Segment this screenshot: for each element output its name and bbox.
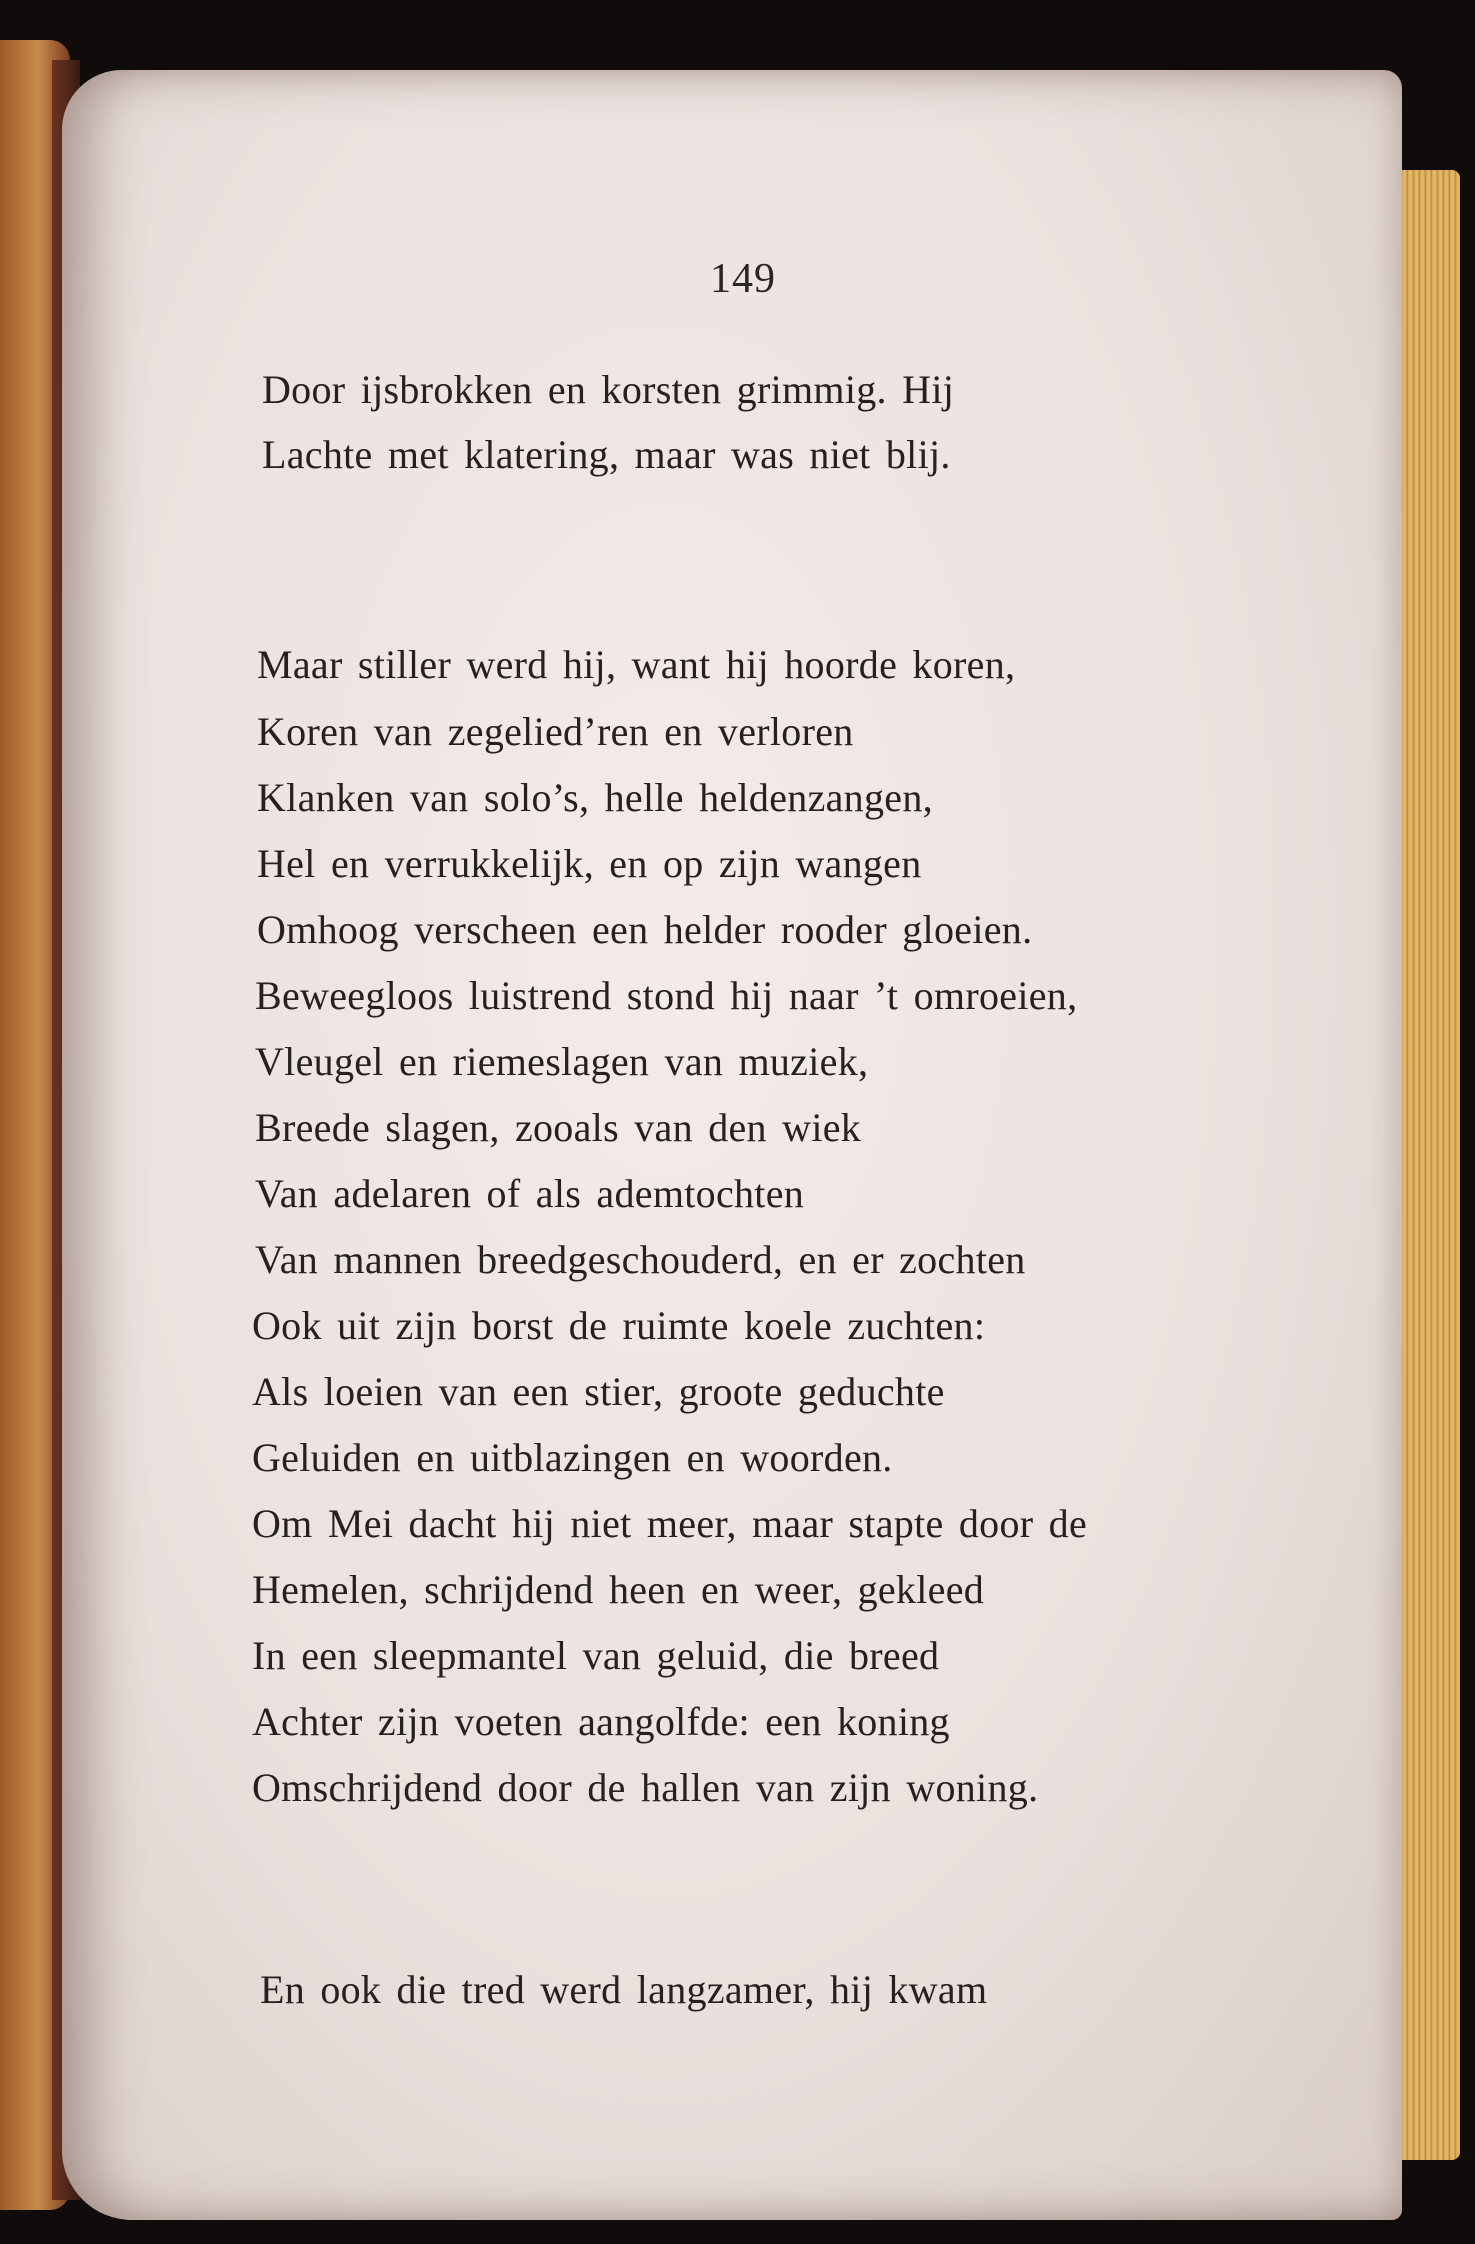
book-page <box>62 70 1402 2220</box>
poem-line: Vleugel en riemeslagen van muziek, <box>255 1039 869 1084</box>
poem-line: Om Mei dacht hij niet meer, maar stapte door de <box>252 1501 1088 1546</box>
poem-line: Omhoog verscheen een helder rooder gloeien. <box>257 907 1033 952</box>
poem-line: Als loeien van een stier, groote geduchte <box>252 1369 945 1414</box>
poem-line: En ook die tred werd langzamer, hij kwam <box>260 1967 988 2012</box>
poem-line: Hel en verrukkelijk, en op zijn wangen <box>257 841 922 886</box>
poem-line: Geluiden en uitblazingen en woorden. <box>252 1435 893 1480</box>
poem-line: Koren van zegelied’ren en verloren <box>257 709 854 754</box>
poem-line: Ook uit zijn borst de ruimte koele zuchten: <box>252 1303 986 1348</box>
poem-line: Van adelaren of als ademtochten <box>255 1171 805 1216</box>
poem-line: Hemelen, schrijdend heen en weer, gekleed <box>252 1567 985 1612</box>
poem-line: Beweegloos luistrend stond hij naar ’t omroeien, <box>255 973 1078 1018</box>
poem-line: In een sleepmantel van geluid, die breed <box>252 1633 940 1678</box>
poem-line: Achter zijn voeten aangolfde: een koning <box>252 1699 950 1744</box>
poem-line: Maar stiller werd hij, want hij hoorde koren, <box>257 642 1016 687</box>
poem-line: Lachte met klatering, maar was niet blij. <box>262 432 951 477</box>
page-number: 149 <box>710 256 776 302</box>
poem-line: Breede slagen, zooals van den wiek <box>255 1105 862 1150</box>
poem-line: Door ijsbrokken en korsten grimmig. Hij <box>262 367 955 412</box>
poem-line: Van mannen breedgeschouderd, en er zochten <box>255 1237 1026 1282</box>
poem-line: Omschrijdend door de hallen van zijn woning. <box>252 1765 1039 1810</box>
poem-line: Klanken van solo’s, helle heldenzangen, <box>257 775 933 820</box>
